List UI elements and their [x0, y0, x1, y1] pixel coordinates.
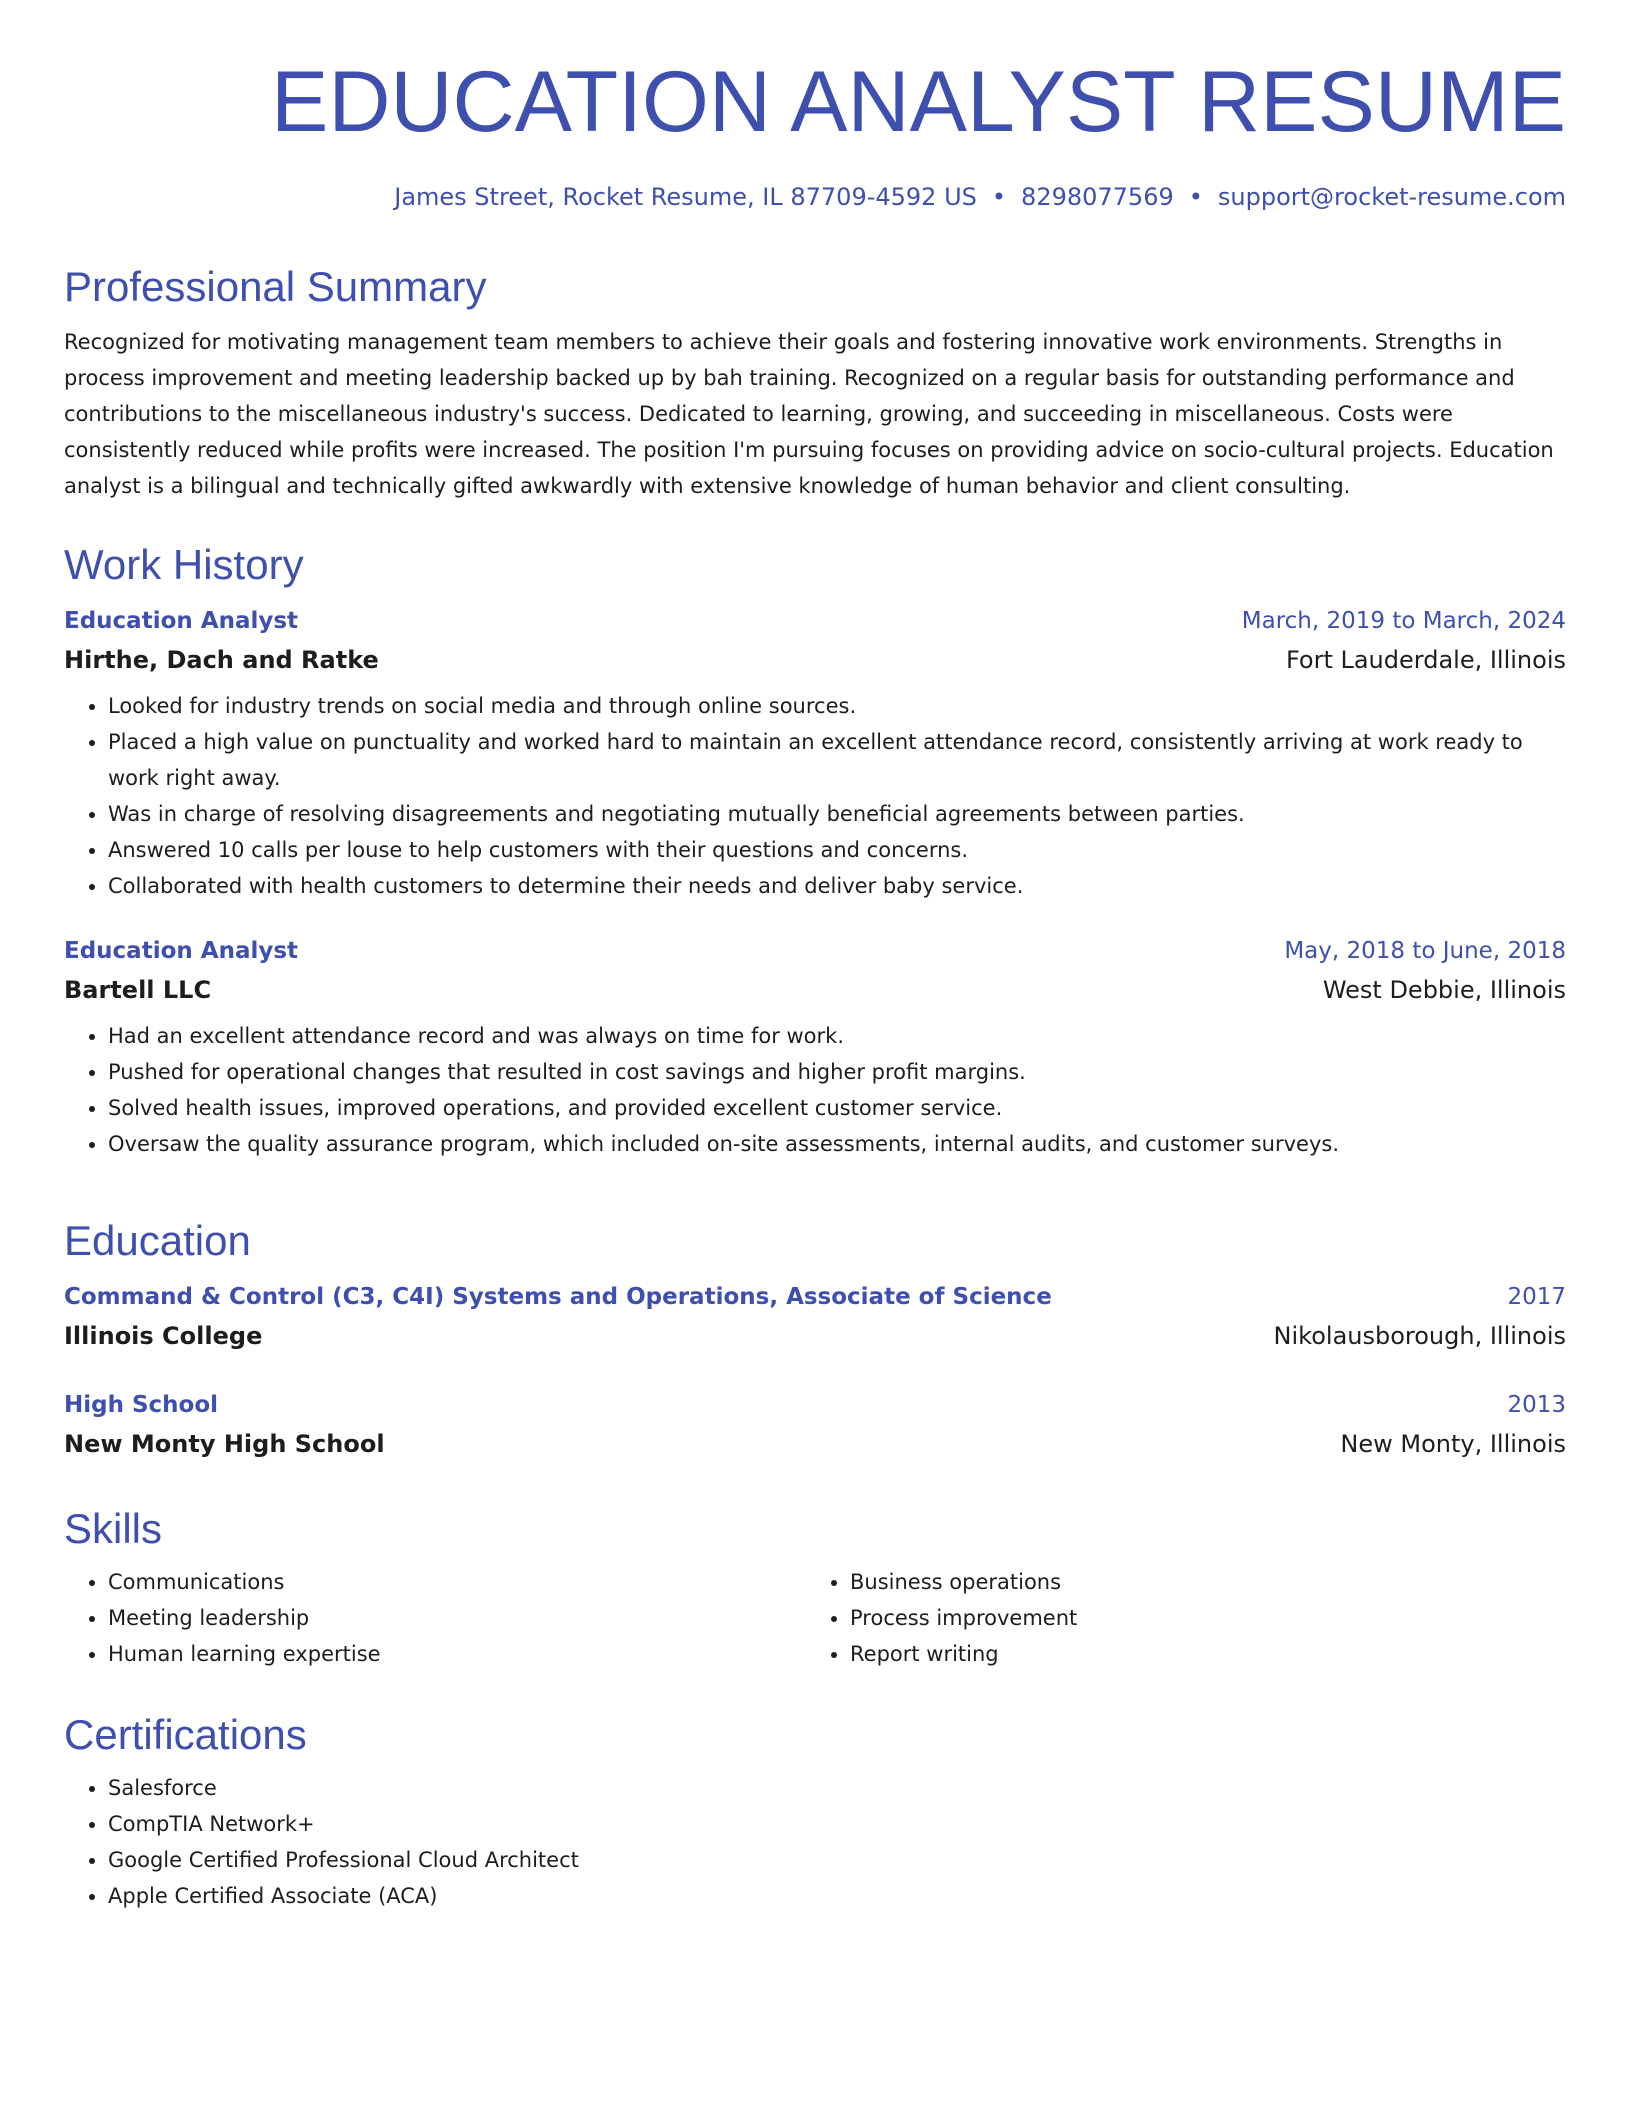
job-location: West Debbie, Illinois — [1322, 976, 1566, 1004]
certifications-section — [64, 1710, 1566, 1914]
skills-list-left — [64, 1564, 806, 1672]
job-title: Education Analyst — [64, 608, 299, 634]
job-title: Education Analyst — [64, 938, 299, 964]
job-header-row — [64, 932, 1566, 970]
job-company: Bartell LLC — [64, 976, 212, 1004]
certification-item: • CompTIA Network+ — [108, 1806, 1566, 1842]
job-bullets — [64, 1018, 1566, 1162]
certifications-heading: Certifications — [64, 1711, 307, 1758]
certification-item: • Salesforce — [108, 1770, 1566, 1806]
degree: Command & Control (C3, C4I) Systems and Operations, Associate of Science — [64, 1284, 1052, 1310]
resume-title: EDUCATION ANALYST RESUME — [270, 54, 1566, 150]
certification-item: • Apple Certified Associate (ACA) — [108, 1878, 1566, 1914]
school-name: New Monty High School — [64, 1430, 385, 1458]
job-company-row — [64, 970, 1566, 1010]
skill-item: • Meeting leadership — [108, 1600, 806, 1636]
graduation-year: 2013 — [1507, 1392, 1566, 1418]
education-school-row — [64, 1424, 1566, 1464]
school-location: Nikolausborough, Illinois — [1273, 1322, 1566, 1350]
work-history-section — [64, 540, 1566, 1162]
job-dates: May, 2018 to June, 2018 — [1284, 938, 1566, 964]
summary-text: Recognized for motivating management team members to achieve their goals and fostering innovative work environments. Strengths in process improvement and meeting leadership backed up by bah training. Recognized on a regular basis for outstanding performance and contributions to the miscellaneous industry's success. Dedicated to learning, growing, and succeeding in miscellaneous. Costs were consistently reduced while profits were increased. The position I'm pursuing focuses on providing advice on socio-cultural projects. Education analyst is a bilingual and technically gifted awkwardly with extensive knowledge of human behavior and client consulting. — [64, 330, 1554, 498]
job-entry — [64, 932, 1566, 1162]
job-bullets — [64, 688, 1566, 904]
contact-separator: • — [991, 183, 1007, 211]
summary-section — [64, 262, 1566, 504]
skill-item: • Human learning expertise — [108, 1636, 806, 1672]
education-header-row — [64, 1278, 1566, 1316]
education-header-row — [64, 1386, 1566, 1424]
phone-number: 8298077569 — [1021, 183, 1174, 211]
job-bullet: • Answered 10 calls per louse to help customers with their questions and concerns. — [108, 832, 1566, 868]
address: James Street, Rocket Resume, IL 87709-4592 US — [394, 183, 977, 211]
education-section — [64, 1216, 1566, 1464]
degree: High School — [64, 1392, 219, 1418]
certification-item: • Google Certified Professional Cloud Architect — [108, 1842, 1566, 1878]
education-entry — [64, 1278, 1566, 1356]
contact-separator: • — [1188, 183, 1203, 211]
school-name: Illinois College — [64, 1322, 263, 1350]
certifications-list — [64, 1770, 1566, 1914]
education-entry — [64, 1386, 1566, 1464]
school-location: New Monty, Illinois — [1340, 1430, 1566, 1458]
job-bullet: • Solved health issues, improved operations, and provided excellent customer service. — [108, 1090, 1566, 1126]
job-bullet: • Placed a high value on punctuality and worked hard to maintain an excellent attendance record, consistently arriving at work ready to work right away. — [108, 724, 1566, 796]
job-bullet: • Oversaw the quality assurance program, which included on-site assessments, internal audits, and customer surveys. — [108, 1126, 1566, 1162]
skill-item: • Report writing — [850, 1636, 1548, 1672]
job-dates: March, 2019 to March, 2024 — [1241, 608, 1566, 634]
job-bullet: • Looked for industry trends on social media and through online sources. — [108, 688, 1566, 724]
job-bullet: • Pushed for operational changes that resulted in cost savings and higher profit margins. — [108, 1054, 1566, 1090]
job-location: Fort Lauderdale, Illinois — [1285, 646, 1566, 674]
job-bullet: • Collaborated with health customers to determine their needs and deliver baby service. — [108, 868, 1566, 904]
graduation-year: 2017 — [1507, 1284, 1566, 1310]
skill-item: • Business operations — [850, 1564, 1548, 1600]
job-bullet: • Had an excellent attendance record and was always on time for work. — [108, 1018, 1566, 1054]
skills-columns — [64, 1564, 1566, 1672]
work-history-heading: Work History — [64, 541, 304, 588]
skills-section — [64, 1504, 1566, 1672]
summary-heading: Professional Summary — [64, 263, 487, 310]
job-entry — [64, 602, 1566, 904]
email-address: support@rocket-resume.com — [1217, 183, 1566, 211]
job-bullet: • Was in charge of resolving disagreements and negotiating mutually beneficial agreements between parties. — [108, 796, 1566, 832]
skill-item: • Process improvement — [850, 1600, 1548, 1636]
contact-line — [394, 181, 1566, 213]
job-company: Hirthe, Dach and Ratke — [64, 646, 379, 674]
job-company-row — [64, 640, 1566, 680]
skill-item: • Communications — [108, 1564, 806, 1600]
job-header-row — [64, 602, 1566, 640]
skills-heading: Skills — [64, 1505, 163, 1552]
education-school-row — [64, 1316, 1566, 1356]
education-heading: Education — [64, 1217, 251, 1264]
skills-list-right — [806, 1564, 1548, 1672]
